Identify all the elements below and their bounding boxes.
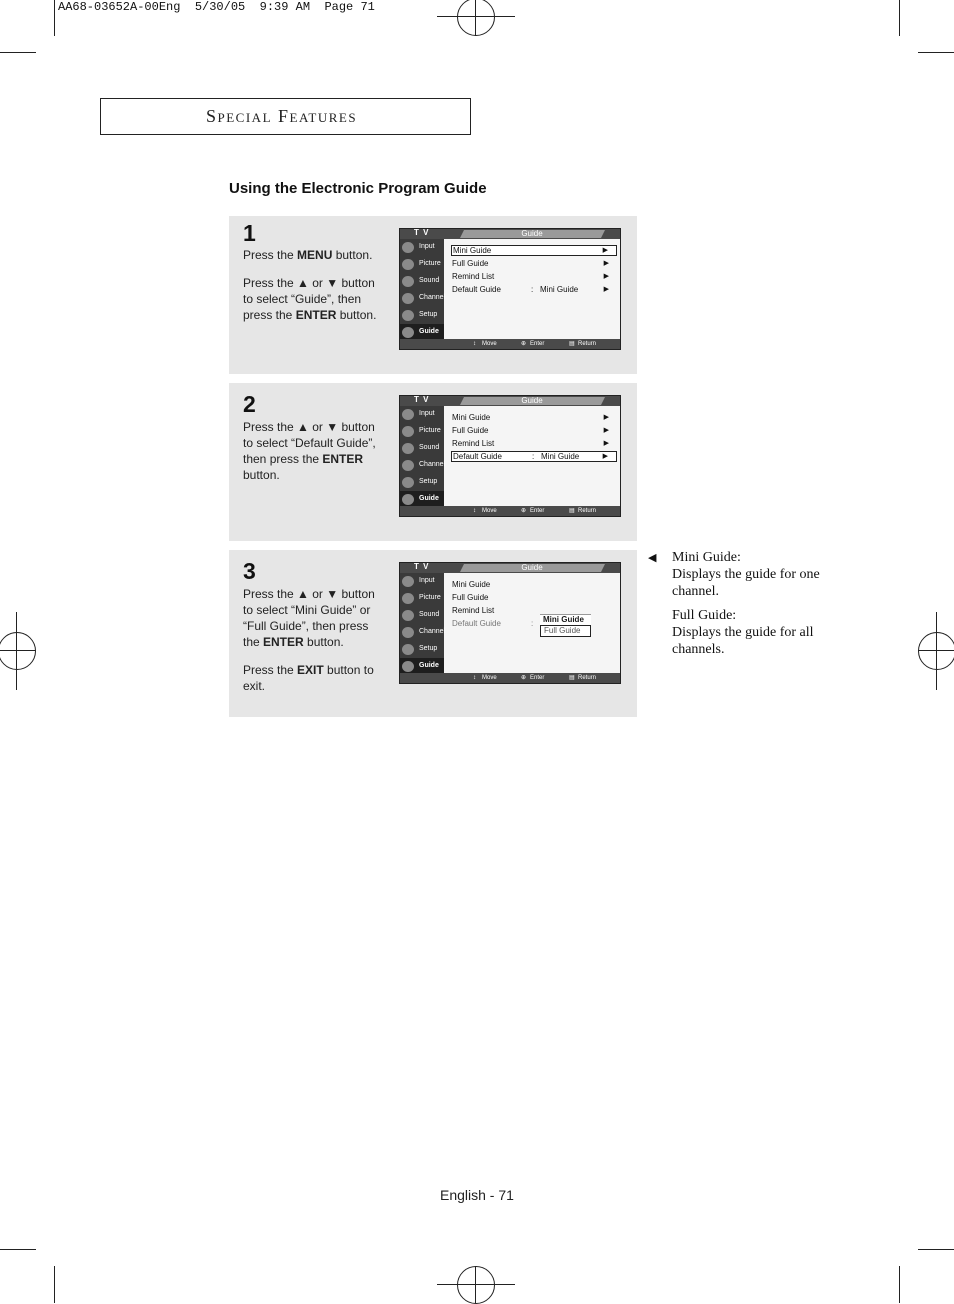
arrow-right-icon: ▶ [603, 414, 609, 421]
arrow-right-icon: ▶ [603, 273, 609, 280]
instruction-text: Press the ▲ or ▼ button to select “Mini Guide” or “Full Guide”, then press the [243, 587, 375, 649]
tv-menu-item [451, 438, 617, 449]
channel-icon [402, 627, 414, 638]
tv-menu-item [451, 284, 617, 295]
tv-sidebar-item [400, 307, 444, 324]
instruction-text: button to exit. [243, 663, 374, 693]
tv-sidebar-label: Input [419, 410, 435, 417]
step-instructions [243, 586, 383, 706]
crop-mark [899, 0, 900, 36]
updown-icon: ↕ [473, 508, 476, 514]
crop-mark [0, 1249, 36, 1250]
registration-mark [475, 1266, 476, 1303]
instruction-text: Press the ▲ or ▼ button to select “Guide”, then press the [243, 276, 375, 322]
tv-hint-label: Enter [530, 675, 545, 681]
tv-menu-item [451, 605, 617, 616]
registration-mark [475, 0, 476, 36]
registration-mark [457, 0, 495, 36]
step-number: 1 [243, 220, 256, 246]
button-name: ENTER [295, 308, 337, 322]
tv-menu-item-label: Mini Guide [452, 413, 491, 422]
instruction-text: button. [303, 635, 344, 649]
tv-sidebar-item [400, 641, 444, 658]
tv-menu-item-label: Remind List [452, 439, 495, 448]
tv-menu-item [451, 412, 617, 423]
registration-mark [0, 650, 36, 651]
step-instructions [243, 419, 383, 495]
crop-mark [54, 1266, 55, 1303]
tv-menu-footer [400, 339, 620, 349]
step-number: 2 [243, 391, 256, 417]
tv-menu-screen [399, 228, 621, 350]
instruction-text: button. [332, 248, 373, 262]
arrow-right-icon: ▶ [603, 440, 609, 447]
sound-icon [402, 443, 414, 454]
sound-icon [402, 610, 414, 621]
tv-menu-title: Guide [521, 229, 543, 238]
registration-mark [16, 612, 17, 690]
tv-hint-label: Enter [530, 341, 545, 347]
enter-icon: ⊕ [521, 508, 527, 514]
arrow-right-icon: ▶ [603, 260, 609, 267]
enter-icon: ⊕ [521, 341, 527, 347]
step-number: 3 [243, 558, 256, 584]
instruction-paragraph [243, 662, 383, 694]
tv-menu-item [451, 579, 617, 590]
tv-menu-item [451, 271, 617, 282]
tv-sidebar-item [400, 256, 444, 273]
step-panel-1 [229, 216, 637, 374]
return-icon: ▤ [569, 508, 575, 514]
input-icon [402, 576, 414, 587]
note-desc-full-guide: Displays the guide for all channels. [672, 625, 814, 657]
tv-sidebar-label: Guide [419, 495, 439, 502]
tv-sidebar-label: Picture [419, 260, 441, 267]
tv-label: T V [414, 562, 430, 571]
tv-sidebar-label: Channel [419, 294, 446, 301]
setup-icon [402, 310, 414, 321]
tv-menu-screen [399, 395, 621, 517]
instruction-paragraph [243, 419, 383, 483]
tv-hint-label: Enter [530, 508, 545, 514]
instruction-paragraph [243, 275, 383, 323]
return-icon: ▤ [569, 675, 575, 681]
crop-mark [0, 52, 36, 53]
tv-menu-footer [400, 673, 620, 683]
tv-menu-item-label: Full Guide [452, 426, 489, 435]
tv-sidebar-item [400, 290, 444, 307]
button-name: ENTER [263, 635, 304, 649]
channel-icon [402, 460, 414, 471]
registration-mark [457, 1266, 495, 1304]
tv-menu-header [400, 229, 620, 239]
guide-icon [402, 661, 414, 672]
picture-icon [402, 426, 414, 437]
crop-mark [899, 1266, 900, 1303]
tv-menu-item [451, 245, 617, 256]
tv-sidebar-item [400, 440, 444, 457]
tv-menu-colon: : [532, 452, 535, 461]
arrow-right-icon: ▶ [603, 427, 609, 434]
tv-menu-footer [400, 506, 620, 516]
tv-default-guide-options [540, 614, 591, 637]
tv-sidebar-label: Channel [419, 461, 446, 468]
picture-icon [402, 593, 414, 604]
tv-hint-label: Return [578, 675, 597, 681]
tv-menu-item-label: Full Guide [452, 259, 489, 268]
tv-sidebar-label: Sound [419, 444, 440, 451]
tv-menu-item-label: Default Guide [452, 619, 501, 628]
instruction-text: button. [243, 468, 280, 482]
tv-hint-label: Move [482, 341, 497, 347]
tv-menu-header [400, 396, 620, 406]
tv-sidebar-item [400, 406, 444, 423]
tv-menu-item-value: Mini Guide [540, 285, 579, 294]
page-heading: Using the Electronic Program Guide [229, 180, 487, 197]
tv-menu-title: Guide [521, 396, 543, 405]
tv-sidebar-label: Setup [419, 478, 438, 485]
tv-sidebar-label: Sound [419, 277, 440, 284]
input-icon [402, 242, 414, 253]
sound-icon [402, 276, 414, 287]
tv-sidebar-label: Picture [419, 594, 441, 601]
tv-sidebar-item [400, 590, 444, 607]
section-title: Special Features [206, 106, 358, 126]
tv-menu-sidebar [400, 406, 444, 508]
guide-icon [402, 327, 414, 338]
crop-mark [918, 1249, 954, 1250]
return-icon: ▤ [569, 341, 575, 347]
tv-menu-colon: : [531, 285, 534, 294]
instruction-paragraph [243, 586, 383, 650]
tv-sidebar-label: Sound [419, 611, 440, 618]
pointer-left-icon: ◀ [648, 552, 657, 564]
tv-label: T V [414, 228, 430, 237]
print-slug: AA68-03652A-00Eng 5/30/05 9:39 AM Page 71 [58, 0, 375, 14]
instruction-text: button. [336, 308, 377, 322]
tv-sidebar-label: Guide [419, 662, 439, 669]
guide-icon [402, 494, 414, 505]
tv-menu-item [451, 592, 617, 603]
note-term-mini-guide: Mini Guide: [672, 550, 741, 565]
button-name: ENTER [322, 452, 364, 466]
tv-menu-item-label: Full Guide [452, 593, 489, 602]
tv-hint-label: Return [578, 341, 597, 347]
crop-mark [918, 52, 954, 53]
setup-icon [402, 477, 414, 488]
tv-hint-label: Move [482, 508, 497, 514]
tv-menu-item-label: Default Guide [453, 452, 502, 461]
tv-sidebar-label: Setup [419, 311, 438, 318]
tv-sidebar-label: Channel [419, 628, 446, 635]
tv-menu-title: Guide [521, 563, 543, 572]
tv-sidebar-item [400, 624, 444, 641]
updown-icon: ↕ [473, 675, 476, 681]
setup-icon [402, 644, 414, 655]
tv-menu-item-label: Default Guide [452, 285, 501, 294]
button-name: MENU [297, 248, 333, 262]
tv-sidebar-label: Input [419, 243, 435, 250]
tv-menu-item [451, 618, 617, 629]
instruction-paragraph [243, 247, 383, 263]
tv-menu-item-label: Remind List [452, 272, 495, 281]
tv-sidebar-item [400, 273, 444, 290]
tv-menu-header [400, 563, 620, 573]
registration-mark [936, 612, 937, 690]
tv-menu-item-label: Mini Guide [452, 580, 491, 589]
registration-mark [437, 1284, 515, 1285]
registration-mark [437, 16, 515, 17]
tv-sidebar-label: Guide [419, 328, 439, 335]
tv-menu-item-value: Mini Guide [541, 452, 580, 461]
note-desc-mini-guide: Displays the guide for one channel. [672, 567, 820, 599]
tv-hint-label: Move [482, 675, 497, 681]
tv-sidebar-item [400, 239, 444, 256]
instruction-text: Press the ▲ or ▼ button to select “Default Guide”, then press the [243, 420, 376, 466]
page-number: English - 71 [440, 1187, 514, 1203]
arrow-right-icon: ▶ [602, 247, 608, 254]
tv-menu-sidebar [400, 573, 444, 675]
tv-sidebar-label: Input [419, 577, 435, 584]
tv-sidebar-item [400, 423, 444, 440]
tv-menu-item [451, 451, 617, 462]
step-panel-2 [229, 383, 637, 541]
step-panel-3 [229, 550, 637, 717]
crop-mark [54, 0, 55, 36]
channel-icon [402, 293, 414, 304]
step-instructions [243, 247, 383, 335]
tv-menu-item-label: Mini Guide [453, 246, 492, 255]
tv-menu-item [451, 258, 617, 269]
tv-hint-label: Return [578, 508, 597, 514]
button-name: EXIT [297, 663, 324, 677]
instruction-text: Press the [243, 248, 298, 262]
picture-icon [402, 259, 414, 270]
note-term-full-guide: Full Guide: [672, 608, 737, 623]
tv-sidebar-label: Setup [419, 645, 438, 652]
tv-sidebar-item [400, 607, 444, 624]
input-icon [402, 409, 414, 420]
updown-icon: ↕ [473, 341, 476, 347]
tv-sidebar-item [400, 573, 444, 590]
arrow-right-icon: ▶ [603, 286, 609, 293]
arrow-right-icon: ▶ [602, 453, 608, 460]
tv-menu-colon: : [531, 619, 534, 628]
tv-menu-sidebar [400, 239, 444, 341]
instruction-text: Press the [243, 663, 298, 677]
tv-sidebar-item [400, 474, 444, 491]
tv-menu-screen [399, 562, 621, 684]
tv-sidebar-label: Picture [419, 427, 441, 434]
tv-menu-item [451, 425, 617, 436]
registration-mark [0, 632, 36, 670]
tv-option: Full Guide [540, 625, 591, 637]
tv-menu-item-label: Remind List [452, 606, 495, 615]
tv-option: Mini Guide [540, 614, 591, 625]
tv-label: T V [414, 395, 430, 404]
enter-icon: ⊕ [521, 675, 527, 681]
tv-sidebar-item [400, 457, 444, 474]
